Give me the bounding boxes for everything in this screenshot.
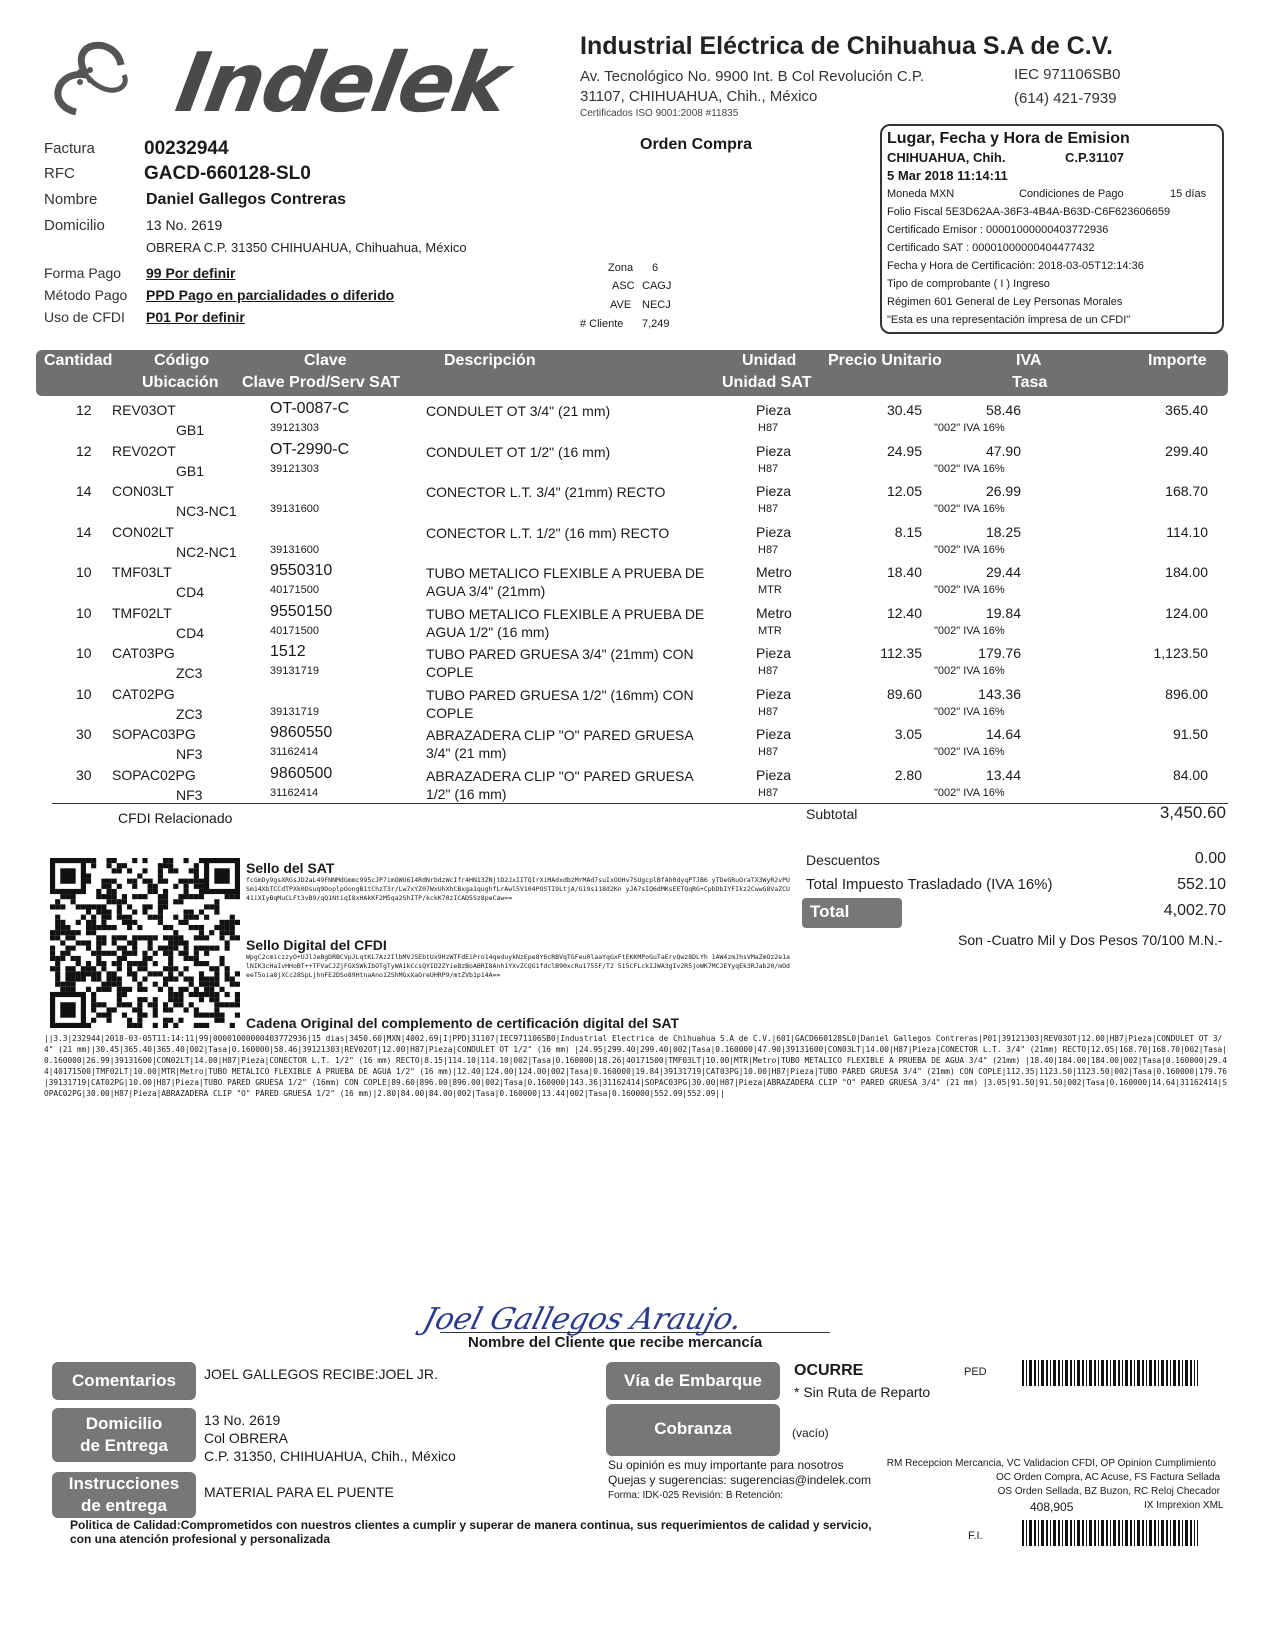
cadena-value: ||3.3|232944|2018-03-05T11:14:11|99|00001000000403772936|15 dias|3450.60|MXN|4002.69|I|PPD|31107|IEC971106SB0|Industrial Electrica de Chihuahua S.A de C.V.|601|GACD660128SL0|Daniel Gallegos Contreras|P01|39121303|REV03OT|12.00|H87|Pieza|CONDULET OT 3/4" (21 mm)|30.45|365.40|365.40|002|Tasa|0.160000|58.46|39121303|REV02OT|12.00|H87|Pieza|CONDULET OT 1/2" (16 mm) |24.95|299.40|299.40|002|Tasa|0.160000|47.90|39131600|CON03LT|14.00|H87|Pieza|CONECTOR L.T. 3/4" (21mm) RECTO|12.05|168.70|168.70|002|Tasa|0.160000|26.99|39131600|CON02LT|14.00|H87|Pieza|CONECTOR L.T. 1/2" (16 mm) RECTO|8.15|114.10|114.10|002|Tasa|0.160000|18.26|40171500|TMF03LT|10.00|MTR|Metro|TUBO METALICO FLEXIBLE A PRUEBA DE AGUA 3/4" (21mm) |18.40|184.00|184.00|002|Tasa|0.160000|29.44|40171500|TMF02LT|10.00|MTR|Metro|TUBO METALICO FLEXIBLE A PRUEBA DE AGUA 1/2" (16 mm)|12.40|124.00|124.00|002|Tasa|0.160000|19.84|39131719|CAT03PG|10.00|H87|Pieza|TUBO PARED GRUESA 3/4" (21mm) CON COPLE|112.35|1123.50|1123.50|002|Tasa|0.160000|179.76|39131719|CAT02PG|10.00|H87|Pieza|TUBO PARED GRUESA 1/2" (16mm) CON COPLE|89.60|896.00|896.00|002|Tasa|0.160000|143.36|31162414|SOPAC03PG|30.00|H87|Pieza|ABRAZADERA CLIP "O" PARED GRUESA 3/4" (21 mm) |3.05|91.50|91.50|002|Tasa|0.160000|14.64|31162414|SOPAC02PG|30.00|H87|Pieza|ABRAZADERA CLIP "O" PARED GRUESA 1/2" (16 mm)|2.80|84.00|84.00|002|Tasa|0.160000|13.44|002|Tasa|0.160000|552.09|552.09|| bbox=[44, 1034, 1227, 1098]
row-description: TUBO METALICO FLEXIBLE A PRUEBA DE AGUA 3/4" (21mm) bbox=[426, 565, 705, 599]
uso-cfdi-label: Uso de CFDI bbox=[44, 309, 125, 325]
table-row bbox=[36, 402, 1236, 443]
row-description: TUBO METALICO FLEXIBLE A PRUEBA DE AGUA 1/2" (16 mm) bbox=[426, 605, 705, 640]
metodo-pago-value: PPD Pago en parcialidades o diferido bbox=[146, 287, 395, 303]
instrucciones-label-2: de entrega bbox=[81, 1496, 167, 1515]
row-qty: 30 bbox=[76, 766, 92, 783]
legend-3: OS Orden Sellada, BZ Buzon, RC Reloj Checador bbox=[997, 1486, 1220, 1497]
row-clave: OT-2990-C bbox=[270, 440, 350, 458]
row-code: SOPAC02PG bbox=[112, 766, 196, 783]
comentarios-value: JOEL GALLEGOS RECIBE:JOEL JR. bbox=[204, 1366, 438, 1382]
row-qty: 14 bbox=[76, 483, 92, 499]
nombre-label: Nombre bbox=[44, 191, 98, 208]
col-clave-sat: Clave Prod/Serv SAT bbox=[242, 374, 400, 391]
row-tasa: "002" IVA 16% bbox=[934, 422, 1005, 434]
total-badge: Total bbox=[802, 898, 902, 928]
row-code: REV02OT bbox=[112, 442, 176, 459]
company-address-1: Av. Tecnológico No. 9900 Int. B Col Revolución C.P. bbox=[580, 68, 925, 85]
col-unidad: Unidad bbox=[742, 352, 797, 369]
row-price: 12.05 bbox=[886, 483, 922, 499]
row-iva: 19.84 bbox=[985, 604, 1021, 621]
cadena-title: Cadena Original del complemento de certificación digital del SAT bbox=[246, 1015, 680, 1031]
row-unit: Pieza bbox=[756, 726, 792, 742]
via-embarque-badge: Vía de Embarque bbox=[606, 1362, 780, 1400]
cfdi-relacionado: CFDI Relacionado bbox=[118, 810, 233, 826]
row-code: CON03LT bbox=[112, 483, 174, 499]
client-rfc: GACD-660128-SL0 bbox=[144, 163, 311, 184]
row-unit-sat: H87 bbox=[758, 422, 779, 434]
cliente-value: 7,249 bbox=[642, 318, 670, 330]
company-logo bbox=[36, 22, 514, 131]
row-clave-sat: 40171500 bbox=[270, 584, 319, 596]
row-clave: 9550150 bbox=[270, 602, 333, 620]
table-row bbox=[36, 645, 1236, 686]
row-importe: 365.40 bbox=[1165, 402, 1208, 418]
row-code: CON02LT bbox=[112, 523, 174, 540]
qr-code-icon bbox=[50, 858, 240, 1028]
row-iva: 47.90 bbox=[985, 442, 1021, 459]
row-unit-sat: H87 bbox=[758, 503, 779, 515]
row-clave: 9550310 bbox=[270, 562, 333, 579]
row-unit: Pieza bbox=[756, 523, 792, 540]
row-qty: 10 bbox=[76, 604, 92, 621]
domicilio-entrega-label-2: de Entrega bbox=[80, 1436, 168, 1455]
row-tasa: "002" IVA 16% bbox=[934, 786, 1005, 799]
col-ubicacion: Ubicación bbox=[142, 374, 219, 391]
emission-tipo: Tipo de comprobante ( I ) Ingreso bbox=[887, 278, 1050, 290]
row-tasa: "002" IVA 16% bbox=[934, 462, 1005, 475]
impuesto-value: 552.10 bbox=[1177, 876, 1226, 893]
row-price: 12.40 bbox=[886, 604, 922, 621]
factura-label: Factura bbox=[44, 140, 95, 157]
dom-line-1: 13 No. 2619 bbox=[204, 1412, 281, 1428]
row-description: ABRAZADERA CLIP "O" PARED GRUESA 3/4" (21 mm) bbox=[426, 727, 693, 761]
row-price: 30.45 bbox=[886, 402, 922, 418]
politica-calidad: Politica de Calidad:Comprometidos con nuestros clientes a cumplir y superar de manera continua, sus requerimientos de calidad y servicio, bbox=[70, 1518, 872, 1532]
dom-line-2: Col OBRERA bbox=[204, 1430, 289, 1446]
row-location: NF3 bbox=[176, 786, 203, 803]
row-tasa: "002" IVA 16% bbox=[934, 584, 1005, 596]
subtotal-value: 3,450.60 bbox=[1159, 803, 1226, 822]
row-price: 3.05 bbox=[894, 726, 922, 742]
row-tasa: "002" IVA 16% bbox=[934, 746, 1005, 758]
instrucciones-value: MATERIAL PARA EL PUENTE bbox=[204, 1484, 394, 1500]
row-unit: Pieza bbox=[756, 645, 792, 661]
row-clave-sat: 31162414 bbox=[270, 746, 319, 758]
forma-pago-value: 99 Por definir bbox=[146, 265, 236, 281]
barcode-fi bbox=[1022, 1520, 1198, 1546]
row-code: TMF02LT bbox=[112, 604, 172, 621]
forma-pago-label: Forma Pago bbox=[44, 265, 122, 281]
row-importe: 184.00 bbox=[1165, 564, 1208, 580]
row-clave-sat: 39121303 bbox=[270, 422, 319, 434]
table-row bbox=[36, 440, 1236, 484]
row-unit-sat: H87 bbox=[758, 462, 779, 475]
row-importe: 84.00 bbox=[1172, 766, 1208, 783]
table-row bbox=[36, 483, 1236, 524]
row-clave-sat: 39131719 bbox=[270, 665, 319, 677]
dom-line-3: C.P. 31350, CHIHUAHUA, Chih., México bbox=[204, 1448, 456, 1464]
row-clave: 9860550 bbox=[270, 724, 333, 741]
factura-number: 00232944 bbox=[144, 138, 229, 159]
row-qty: 10 bbox=[76, 685, 92, 702]
company-name: Industrial Eléctrica de Chihuahua S.A de C.V. bbox=[580, 32, 1114, 60]
row-description: CONDULET OT 3/4" (21 mm) bbox=[426, 403, 611, 419]
row-iva: 26.99 bbox=[985, 483, 1021, 499]
forma-text: Forma: IDK-025 Revisión: B Retención: bbox=[608, 1490, 784, 1501]
table-row bbox=[36, 764, 1236, 808]
row-clave-sat: 39131600 bbox=[270, 543, 319, 556]
table-header bbox=[36, 350, 1228, 396]
sello-sat-title: Sello del SAT bbox=[246, 860, 335, 876]
impuesto-label: Total Impuesto Trasladado (IVA 16%) bbox=[806, 876, 1053, 893]
descuentos-value: 0.00 bbox=[1194, 850, 1226, 867]
col-iva: IVA bbox=[1016, 352, 1042, 369]
col-importe: Importe bbox=[1148, 352, 1207, 369]
row-unit: Pieza bbox=[756, 483, 792, 499]
row-clave-sat: 39131600 bbox=[270, 503, 319, 515]
nombre-cliente-label: Nombre del Cliente que recibe mercancía bbox=[468, 1334, 763, 1351]
emission-folio: Folio Fiscal 5E3D62AA-36F3-4B4A-B63D-C6F623606659 bbox=[887, 206, 1171, 218]
emission-moneda-row bbox=[887, 185, 1217, 203]
row-description: ABRAZADERA CLIP "O" PARED GRUESA 1/2" (16 mm) bbox=[426, 767, 693, 802]
row-unit-sat: H87 bbox=[758, 705, 779, 718]
domicilio-entrega-label-1: Domicilio bbox=[85, 1414, 163, 1433]
company-rfc: IEC 971106SB0 bbox=[1014, 66, 1121, 83]
table-row bbox=[36, 564, 1236, 605]
instrucciones-label-1: Instrucciones bbox=[68, 1474, 180, 1493]
fi-label: F.I. bbox=[968, 1530, 983, 1542]
company-phone: (614) 421-7939 bbox=[1014, 90, 1117, 107]
legend-2: OC Orden Compra, AC Acuse, FS Factura Sellada bbox=[996, 1472, 1220, 1483]
row-iva: 14.64 bbox=[985, 726, 1021, 742]
ave-label: AVE bbox=[610, 299, 632, 311]
subtotal-label: Subtotal bbox=[806, 806, 858, 822]
emission-title: Lugar, Fecha y Hora de Emision bbox=[887, 130, 1130, 147]
row-location: NC2-NC1 bbox=[176, 543, 237, 560]
row-unit-sat: H87 bbox=[758, 665, 779, 677]
row-clave: 9860500 bbox=[270, 764, 333, 782]
row-price: 24.95 bbox=[886, 442, 922, 459]
row-location: CD4 bbox=[176, 624, 205, 641]
table-row bbox=[36, 726, 1236, 767]
sello-cfdi-value: WpgC2cmiczzyO+UJlJeBgDRBCVpJLqtKL7Az2IlbMVJSEbtUx9HzWTFdEiPro14qeduykNzEpe8Y6cRBVqTGFeu0laaYqGxFtEKKMPoGuTaErvQwz8DLYh 1AW4zmJhsVMaZmOz2e1alNIK3cHaIvHHoBT++TFVaCJZjFGXSWkIbOTgTyWA1kCcsQYID2ZYieBzBoABRI8Anh1YXvZCQG1fdclB90xcRu1755F/T2 515CFLckIJWA3gIv2R5joWK7MCJEYyqEk3RJab20/mOdeeT5oia8jXCc28SpLjhnFE2DSo89HtnaAno1ZShMGxXaOreUHRP9/mtZVb1p14A== bbox=[246, 953, 790, 979]
col-clave: Clave bbox=[304, 352, 347, 369]
emission-moneda: Moneda MXN bbox=[887, 188, 955, 200]
row-description: CONECTOR L.T. 1/2" (16 mm) RECTO bbox=[426, 524, 670, 541]
instrucciones-badge bbox=[52, 1472, 196, 1518]
row-location: NF3 bbox=[176, 746, 203, 762]
row-unit-sat: MTR bbox=[758, 584, 782, 596]
row-iva: 18.25 bbox=[985, 523, 1021, 540]
domicilio-entrega-badge bbox=[52, 1408, 196, 1462]
metodo-pago-label: Método Pago bbox=[44, 287, 128, 303]
emission-place-row bbox=[887, 149, 1217, 167]
row-clave: OT-0087-C bbox=[270, 400, 350, 417]
emission-condiciones: Condiciones de Pago bbox=[1019, 188, 1124, 200]
row-code: CAT03PG bbox=[112, 645, 175, 661]
row-code: CAT02PG bbox=[112, 685, 175, 702]
row-unit-sat: H87 bbox=[758, 746, 779, 758]
row-clave-sat: 39131719 bbox=[270, 705, 319, 718]
row-importe: 299.40 bbox=[1165, 442, 1208, 459]
row-iva: 13.44 bbox=[985, 766, 1021, 783]
col-tasa: Tasa bbox=[1012, 374, 1048, 391]
descuentos-label: Descuentos bbox=[806, 852, 880, 868]
emission-datetime: 5 Mar 2018 11:14:11 bbox=[887, 168, 1008, 183]
row-description: CONDULET OT 1/2" (16 mm) bbox=[426, 443, 611, 460]
asc-label: ASC bbox=[612, 280, 635, 292]
row-location: GB1 bbox=[176, 422, 205, 438]
row-qty: 10 bbox=[76, 564, 92, 580]
row-code: REV03OT bbox=[112, 402, 176, 418]
row-unit-sat: H87 bbox=[758, 543, 779, 556]
signature-line bbox=[440, 1332, 830, 1333]
row-description: CONECTOR L.T. 3/4" (21mm) RECTO bbox=[426, 484, 666, 500]
sello-sat-value: fcGmDy9gsXRGsJD2aL49FNNMdGmmc995cJP7imOWU6I4RdNrbdzWcIfr4HN13ZNjtD2JxIITQIrXiMAdxdbzMrMAd7suIxOOHv7SUgcplBfAh0dyqPTJB6 yTDeGRuOraTX3WyR2vPUSm14XbTCCdTPXk0Dsuq9DoplpOongB1tChzT3r/Lw7xYZ07WxUhXhCBxga1qughfLrAwl5V104POSTI9LtjA/G19s118d2Kn yJA7sIQ6dMKsEETQqRG+CpbDbIYFIkz2CwwG8VaZCU41iXIyBqMuCLFt3vB9/qQ1NtiqI8xHAkKF2M5qa2ShITP/kckK70zICAD5Sz8peCaw== bbox=[246, 876, 790, 902]
row-unit: Pieza bbox=[756, 685, 792, 702]
col-cantidad: Cantidad bbox=[44, 352, 113, 369]
row-code: TMF03LT bbox=[112, 564, 172, 580]
via-embarque-value: OCURRE bbox=[794, 1362, 864, 1379]
row-tasa: "002" IVA 16% bbox=[934, 503, 1005, 515]
emission-place: CHIHUAHUA, Chih. bbox=[887, 150, 1006, 165]
row-location: ZC3 bbox=[176, 665, 203, 681]
emission-dias: 15 días bbox=[1170, 188, 1207, 200]
company-address-2: 31107, CHIHUAHUA, Chih., México bbox=[580, 88, 818, 105]
row-importe: 896.00 bbox=[1165, 685, 1208, 702]
row-price: 8.15 bbox=[894, 523, 922, 540]
row-importe: 168.70 bbox=[1165, 483, 1208, 499]
row-tasa: "002" IVA 16% bbox=[934, 624, 1005, 637]
total-en-letra: Son -Cuatro Mil y Dos Pesos 70/100 M.N.- bbox=[958, 932, 1223, 948]
row-unit: Metro bbox=[756, 564, 792, 580]
col-descripcion: Descripción bbox=[444, 352, 536, 369]
row-importe: 124.00 bbox=[1165, 604, 1208, 621]
row-location: NC3-NC1 bbox=[176, 503, 237, 519]
row-price: 89.60 bbox=[886, 685, 922, 702]
row-unit: Pieza bbox=[756, 402, 792, 418]
row-iva: 143.36 bbox=[978, 685, 1021, 702]
ave-value: NECJ bbox=[642, 299, 671, 311]
row-iva: 58.46 bbox=[985, 402, 1021, 418]
row-importe: 1,123.50 bbox=[1153, 645, 1208, 661]
zona-value: 6 bbox=[652, 262, 659, 274]
asc-value: CAGJ bbox=[642, 280, 672, 292]
row-qty: 10 bbox=[76, 645, 92, 661]
cobranza-value: (vacío) bbox=[792, 1426, 829, 1440]
row-importe: 114.10 bbox=[1166, 523, 1208, 540]
row-code: SOPAC03PG bbox=[112, 726, 196, 742]
emission-regimen: Régimen 601 General de Ley Personas Morales bbox=[887, 296, 1123, 308]
table-row bbox=[36, 524, 1236, 565]
client-address-2: OBRERA C.P. 31350 CHIHUAHUA, Chihuahua, México bbox=[146, 240, 467, 255]
col-codigo: Código bbox=[154, 352, 210, 369]
row-clave-sat: 39121303 bbox=[270, 462, 319, 475]
row-tasa: "002" IVA 16% bbox=[934, 705, 1005, 718]
opinion-text: Su opinión es muy importante para nosotros bbox=[608, 1458, 844, 1472]
emission-box bbox=[880, 124, 1224, 334]
col-unidad-sat: Unidad SAT bbox=[722, 374, 812, 391]
client-signature: Joel Gallegos Araujo. bbox=[419, 1302, 747, 1337]
client-name: Daniel Gallegos Contreras bbox=[146, 191, 347, 208]
client-address-1: 13 No. 2619 bbox=[146, 217, 223, 233]
total-value: 4,002.70 bbox=[1163, 902, 1226, 919]
row-unit: Pieza bbox=[756, 442, 792, 459]
row-tasa: "002" IVA 16% bbox=[934, 543, 1005, 556]
row-description: TUBO PARED GRUESA 3/4" (21mm) CON COPLE bbox=[426, 646, 694, 680]
ped-label: PED bbox=[964, 1366, 987, 1378]
comentarios-badge: Comentarios bbox=[52, 1362, 196, 1400]
row-price: 2.80 bbox=[894, 766, 922, 783]
row-tasa: "002" IVA 16% bbox=[934, 665, 1005, 677]
row-location: GB1 bbox=[176, 462, 205, 479]
table-row bbox=[36, 602, 1236, 646]
row-qty: 12 bbox=[76, 442, 92, 459]
emission-cert-emisor: Certificado Emisor : 00001000000403772936 bbox=[887, 224, 1109, 236]
emission-nota: "Esta es una representación impresa de un CFDI" bbox=[887, 314, 1131, 326]
row-qty: 12 bbox=[76, 402, 92, 418]
row-iva: 29.44 bbox=[985, 564, 1021, 580]
row-price: 18.40 bbox=[886, 564, 922, 580]
col-precio: Precio Unitario bbox=[828, 352, 942, 369]
domicilio-label: Domicilio bbox=[44, 217, 105, 234]
rfc-label: RFC bbox=[44, 165, 75, 182]
ruta-value: * Sin Ruta de Reparto bbox=[794, 1384, 931, 1400]
row-location: ZC3 bbox=[176, 705, 203, 722]
logo-swirl-icon bbox=[36, 30, 136, 120]
row-iva: 179.76 bbox=[978, 645, 1021, 661]
zona-label: Zona bbox=[608, 262, 634, 274]
row-clave: 1512 bbox=[270, 643, 306, 660]
cobranza-badge: Cobranza bbox=[606, 1404, 780, 1456]
logo-text: Indelek bbox=[169, 36, 514, 131]
order-title: Orden Compra bbox=[640, 136, 753, 153]
emission-cp: C.P.31107 bbox=[1065, 150, 1125, 165]
number-value: 408,905 bbox=[1030, 1500, 1074, 1514]
uso-cfdi-value: P01 Por definir bbox=[146, 309, 245, 325]
row-qty: 30 bbox=[76, 726, 92, 742]
row-unit: Pieza bbox=[756, 766, 792, 783]
legend-1: RM Recepcion Mercancia, VC Validacion CFDI, OP Opinion Cumplimiento bbox=[886, 1458, 1216, 1469]
cliente-label: # Cliente bbox=[580, 318, 624, 330]
row-description: TUBO PARED GRUESA 1/2" (16mm) CON COPLE bbox=[426, 686, 694, 721]
company-iso: Certificados ISO 9001:2008 #11835 bbox=[580, 108, 739, 119]
emission-cert-sat: Certificado SAT : 00001000000404477432 bbox=[887, 242, 1095, 254]
emission-fecha-cert: Fecha y Hora de Certificación: 2018-03-05T12:14:36 bbox=[887, 260, 1144, 272]
politica-calidad-2: con una atención profesional y personalizada bbox=[70, 1532, 331, 1546]
quejas-text: Quejas y sugerencias: sugerencias@indelek.com bbox=[608, 1473, 871, 1487]
row-location: CD4 bbox=[176, 584, 205, 600]
row-qty: 14 bbox=[76, 523, 92, 540]
row-clave-sat: 31162414 bbox=[270, 786, 319, 799]
row-importe: 91.50 bbox=[1172, 726, 1208, 742]
barcode-ped bbox=[1022, 1360, 1198, 1386]
row-unit: Metro bbox=[756, 604, 792, 621]
ix-label: IX Imprexion XML bbox=[1144, 1500, 1224, 1511]
row-unit-sat: MTR bbox=[758, 624, 782, 637]
row-price: 112.35 bbox=[880, 645, 922, 661]
sello-cfdi-title: Sello Digital del CFDI bbox=[246, 937, 387, 953]
table-row bbox=[36, 686, 1236, 727]
row-unit-sat: H87 bbox=[758, 786, 779, 799]
table-divider bbox=[52, 803, 1228, 804]
row-clave-sat: 40171500 bbox=[270, 624, 319, 637]
